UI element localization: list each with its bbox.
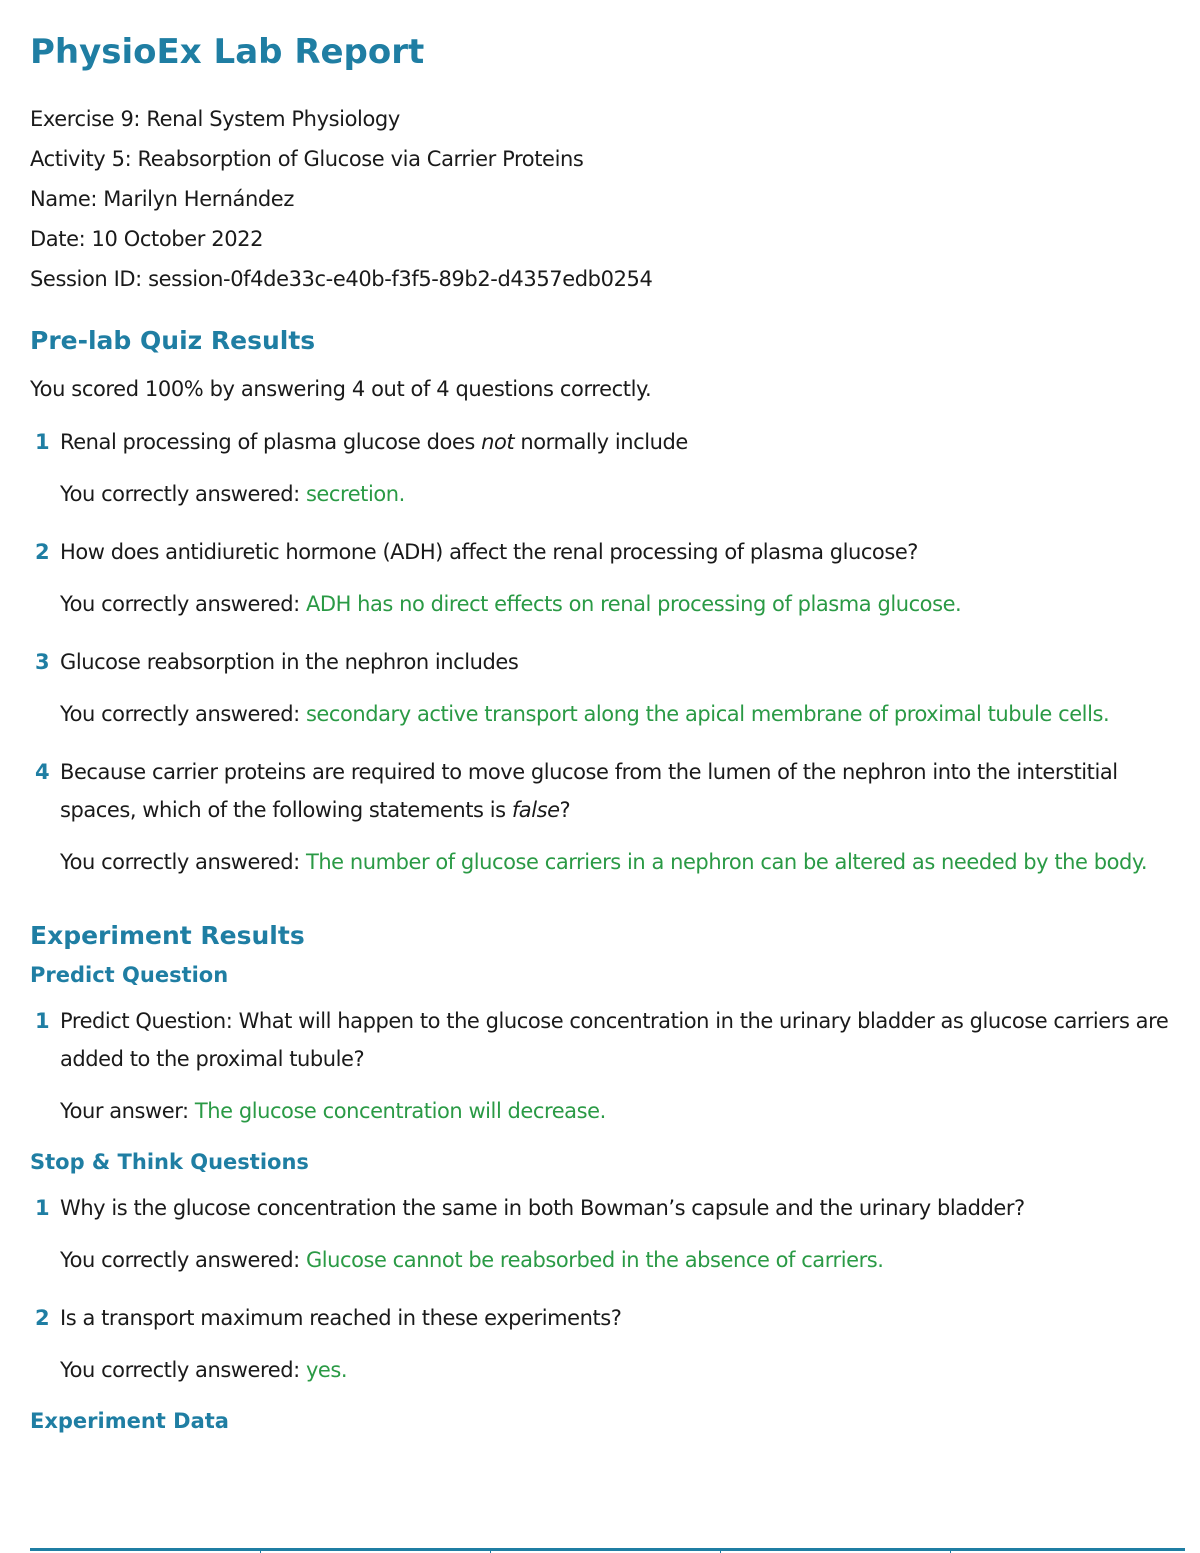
report-meta: [30, 99, 1170, 299]
data-table-column-divider: [490, 1548, 491, 1553]
data-table-column-divider: [260, 1548, 261, 1553]
question-text: Because carrier proteins are required to move glucose from the lumen of the nephron into the interstitial spaces, which of the following statements is false?: [60, 760, 1118, 822]
question-answer: You correctly answered: yes.: [60, 1358, 348, 1382]
question-number: 1: [35, 1009, 50, 1033]
stop-think-question-1: [30, 1189, 1170, 1279]
question-answer: Your answer: The glucose concentration will decrease.: [60, 1099, 606, 1123]
session-line: Session ID: session-0f4de33c-e40b-f3f5-89b2-d4357edb0254: [30, 267, 653, 291]
exercise-line: Exercise 9: Renal System Physiology: [30, 107, 400, 131]
date-line: Date: 10 October 2022: [30, 227, 264, 251]
question-number: 4: [35, 760, 50, 784]
question-answer: You correctly answered: secretion.: [60, 482, 405, 506]
prelab-question-4: [30, 753, 1170, 881]
question-text: Why is the glucose concentration the same in both Bowman’s capsule and the urinary bladder?: [60, 1196, 1025, 1220]
question-answer: You correctly answered: The number of glucose carriers in a nephron can be altered as needed by the body.: [60, 850, 1148, 874]
question-answer: You correctly answered: Glucose cannot be reabsorbed in the absence of carriers.: [60, 1248, 884, 1272]
data-table-top-border: [30, 1548, 1185, 1551]
predict-question-1: [30, 1002, 1170, 1130]
question-answer: You correctly answered: secondary active transport along the apical membrane of proximal tubule cells.: [60, 702, 1110, 726]
experiment-heading: Experiment Results: [30, 921, 305, 950]
question-text: Predict Question: What will happen to the glucose concentration in the urinary bladder as glucose carriers are added to the proximal tubule?: [60, 1009, 1169, 1071]
question-text: Renal processing of plasma glucose does not normally include: [60, 430, 688, 454]
name-line: Name: Marilyn Hernández: [30, 187, 294, 211]
question-number: 1: [35, 1196, 50, 1220]
prelab-question-1: [30, 423, 1170, 513]
prelab-question-3: [30, 643, 1170, 733]
predict-heading: Predict Question: [30, 963, 229, 987]
question-number: 2: [35, 1306, 50, 1330]
activity-line: Activity 5: Reabsorption of Glucose via Carrier Proteins: [30, 147, 584, 171]
stop-think-heading: Stop & Think Questions: [30, 1150, 309, 1174]
report-title: PhysioEx Lab Report: [30, 32, 425, 72]
stop-think-question-2: [30, 1299, 1170, 1389]
question-number: 1: [35, 430, 50, 454]
prelab-heading: Pre-lab Quiz Results: [30, 326, 316, 355]
question-text: Is a transport maximum reached in these experiments?: [60, 1306, 622, 1330]
question-number: 2: [35, 540, 50, 564]
prelab-score: You scored 100% by answering 4 out of 4 questions correctly.: [30, 377, 652, 401]
experiment-data-heading: Experiment Data: [30, 1409, 229, 1433]
question-number: 3: [35, 650, 50, 674]
question-text: How does antidiuretic hormone (ADH) affect the renal processing of plasma glucose?: [60, 540, 918, 564]
question-text: Glucose reabsorption in the nephron includes: [60, 650, 519, 674]
prelab-question-2: [30, 533, 1170, 623]
data-table-column-divider: [720, 1548, 721, 1553]
data-table-column-divider: [950, 1548, 951, 1553]
question-answer: You correctly answered: ADH has no direct effects on renal processing of plasma glucose.: [60, 592, 962, 616]
